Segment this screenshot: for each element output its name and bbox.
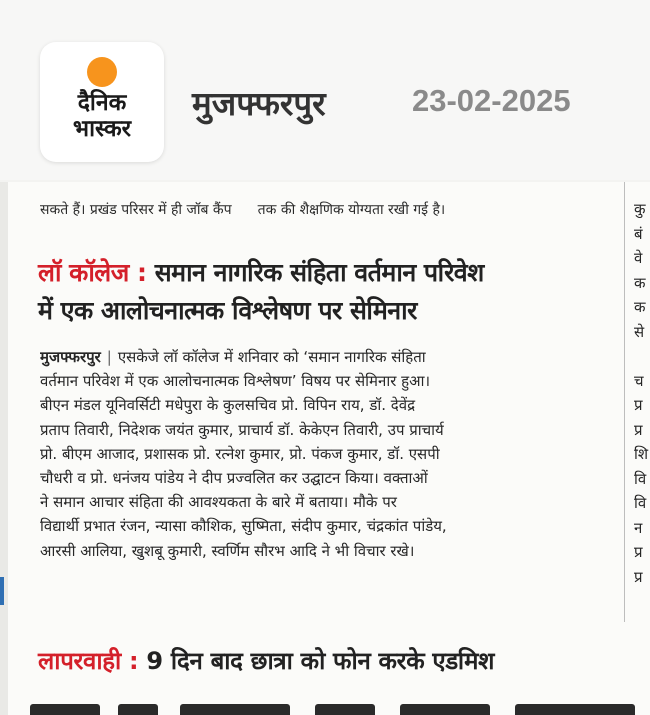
blue-edge-mark xyxy=(0,577,4,605)
logo-text-line1: दैनिक xyxy=(77,90,127,116)
fragment: कु xyxy=(634,200,646,218)
body-line: विद्यार्थी प्रभात रंजन, न्यासा कौशिक, सुष्मिता, संदीप कुमार, चंद्रकांत पांडेय, xyxy=(40,517,447,536)
headline-line1: समान नागरिक संहिता वर्तमान परिवेश xyxy=(154,258,484,287)
edition-date: 23-02-2025 xyxy=(412,83,571,118)
body-line: प्रो. बीएम आजाद, प्रशासक प्रो. रत्नेश कुमार, प्रो. पंकज कुमार, डॉ. एसपी xyxy=(40,444,440,463)
body-line: चौधरी व प्रो. धनंजय पांडेय ने दीप प्रज्वलित कर उद्घाटन किया। वक्ताओं xyxy=(40,469,428,488)
fragment: प्र xyxy=(634,396,643,414)
dateline: मुजफ्फरपुर xyxy=(40,348,101,366)
previous-story-tail xyxy=(40,200,620,219)
fragment: वि xyxy=(634,469,647,488)
body-line xyxy=(40,345,615,369)
article-body xyxy=(40,345,615,563)
edition-city: मुजफ्फरपुर xyxy=(192,84,326,123)
newspaper-clipping xyxy=(0,182,650,715)
previous-story-left: सकते हैं। प्रखंड परिसर में ही जॉब कैंप xyxy=(40,202,232,218)
body-line: वर्तमान परिवेश में एक आलोचनात्मक विश्लेषण’ विषय पर सेमिनार हुआ। xyxy=(40,372,431,391)
adjacent-column-fragments xyxy=(634,197,650,589)
body-line-text: एसकेजे लॉ कॉलेज में शनिवार को ‘समान नागरिक संहिता xyxy=(117,348,426,366)
body-line: आरसी आलिया, खुशबू कुमारी, स्वर्णिम सौरभ आदि ने भी विचार रखे। xyxy=(40,541,415,560)
fragment: क xyxy=(634,298,646,316)
headline-line2: में एक आलोचनात्मक विश्लेषण पर सेमिनार xyxy=(38,296,417,325)
next-headline-prefix: लापरवाही : xyxy=(38,647,139,675)
fragment: बं xyxy=(634,224,643,243)
fragment: शि xyxy=(634,445,649,463)
cutoff-headline-strokes xyxy=(30,704,650,715)
fragment: वे xyxy=(634,249,643,267)
screenshot-header xyxy=(0,0,650,180)
fragment: प्र xyxy=(634,567,643,586)
fragment: न xyxy=(634,518,643,537)
dainik-bhaskar-logo xyxy=(40,42,164,162)
headline-prefix: लॉ कॉलेज : xyxy=(38,258,147,287)
fragment xyxy=(634,344,650,369)
column-divider xyxy=(624,182,625,622)
logo-text-line2: भास्कर xyxy=(72,116,132,142)
fragment: च xyxy=(634,371,644,390)
article-headline xyxy=(38,254,618,330)
sun-icon xyxy=(87,57,117,87)
fragment: प्र xyxy=(634,420,643,439)
body-line: बीएन मंडल यूनिवर्सिटी मधेपुरा के कुलसचिव प्रो. विपिन राय, डॉ. देवेंद्र xyxy=(40,396,416,415)
next-story-headline xyxy=(38,644,650,677)
body-line: प्रताप तिवारी, निदेशक जयंत कुमार, प्राचार्य डॉ. केकेएन तिवारी, उप प्राचार्य xyxy=(40,420,444,439)
fragment: क xyxy=(634,273,646,292)
fragment: प्र xyxy=(634,543,643,561)
body-line: ने समान आचार संहिता की आवश्यकता के बारे में बताया। मौके पर xyxy=(40,493,397,512)
fragment: से xyxy=(634,322,645,341)
previous-story-right: तक की शैक्षणिक योग्यता रखी गई है। xyxy=(257,202,446,218)
next-headline-text: 9 दिन बाद छात्रा को फोन करके एडमिश xyxy=(146,647,495,675)
left-column-edge xyxy=(0,182,8,715)
fragment: वि xyxy=(634,494,647,512)
dateline-separator: | xyxy=(106,348,112,366)
